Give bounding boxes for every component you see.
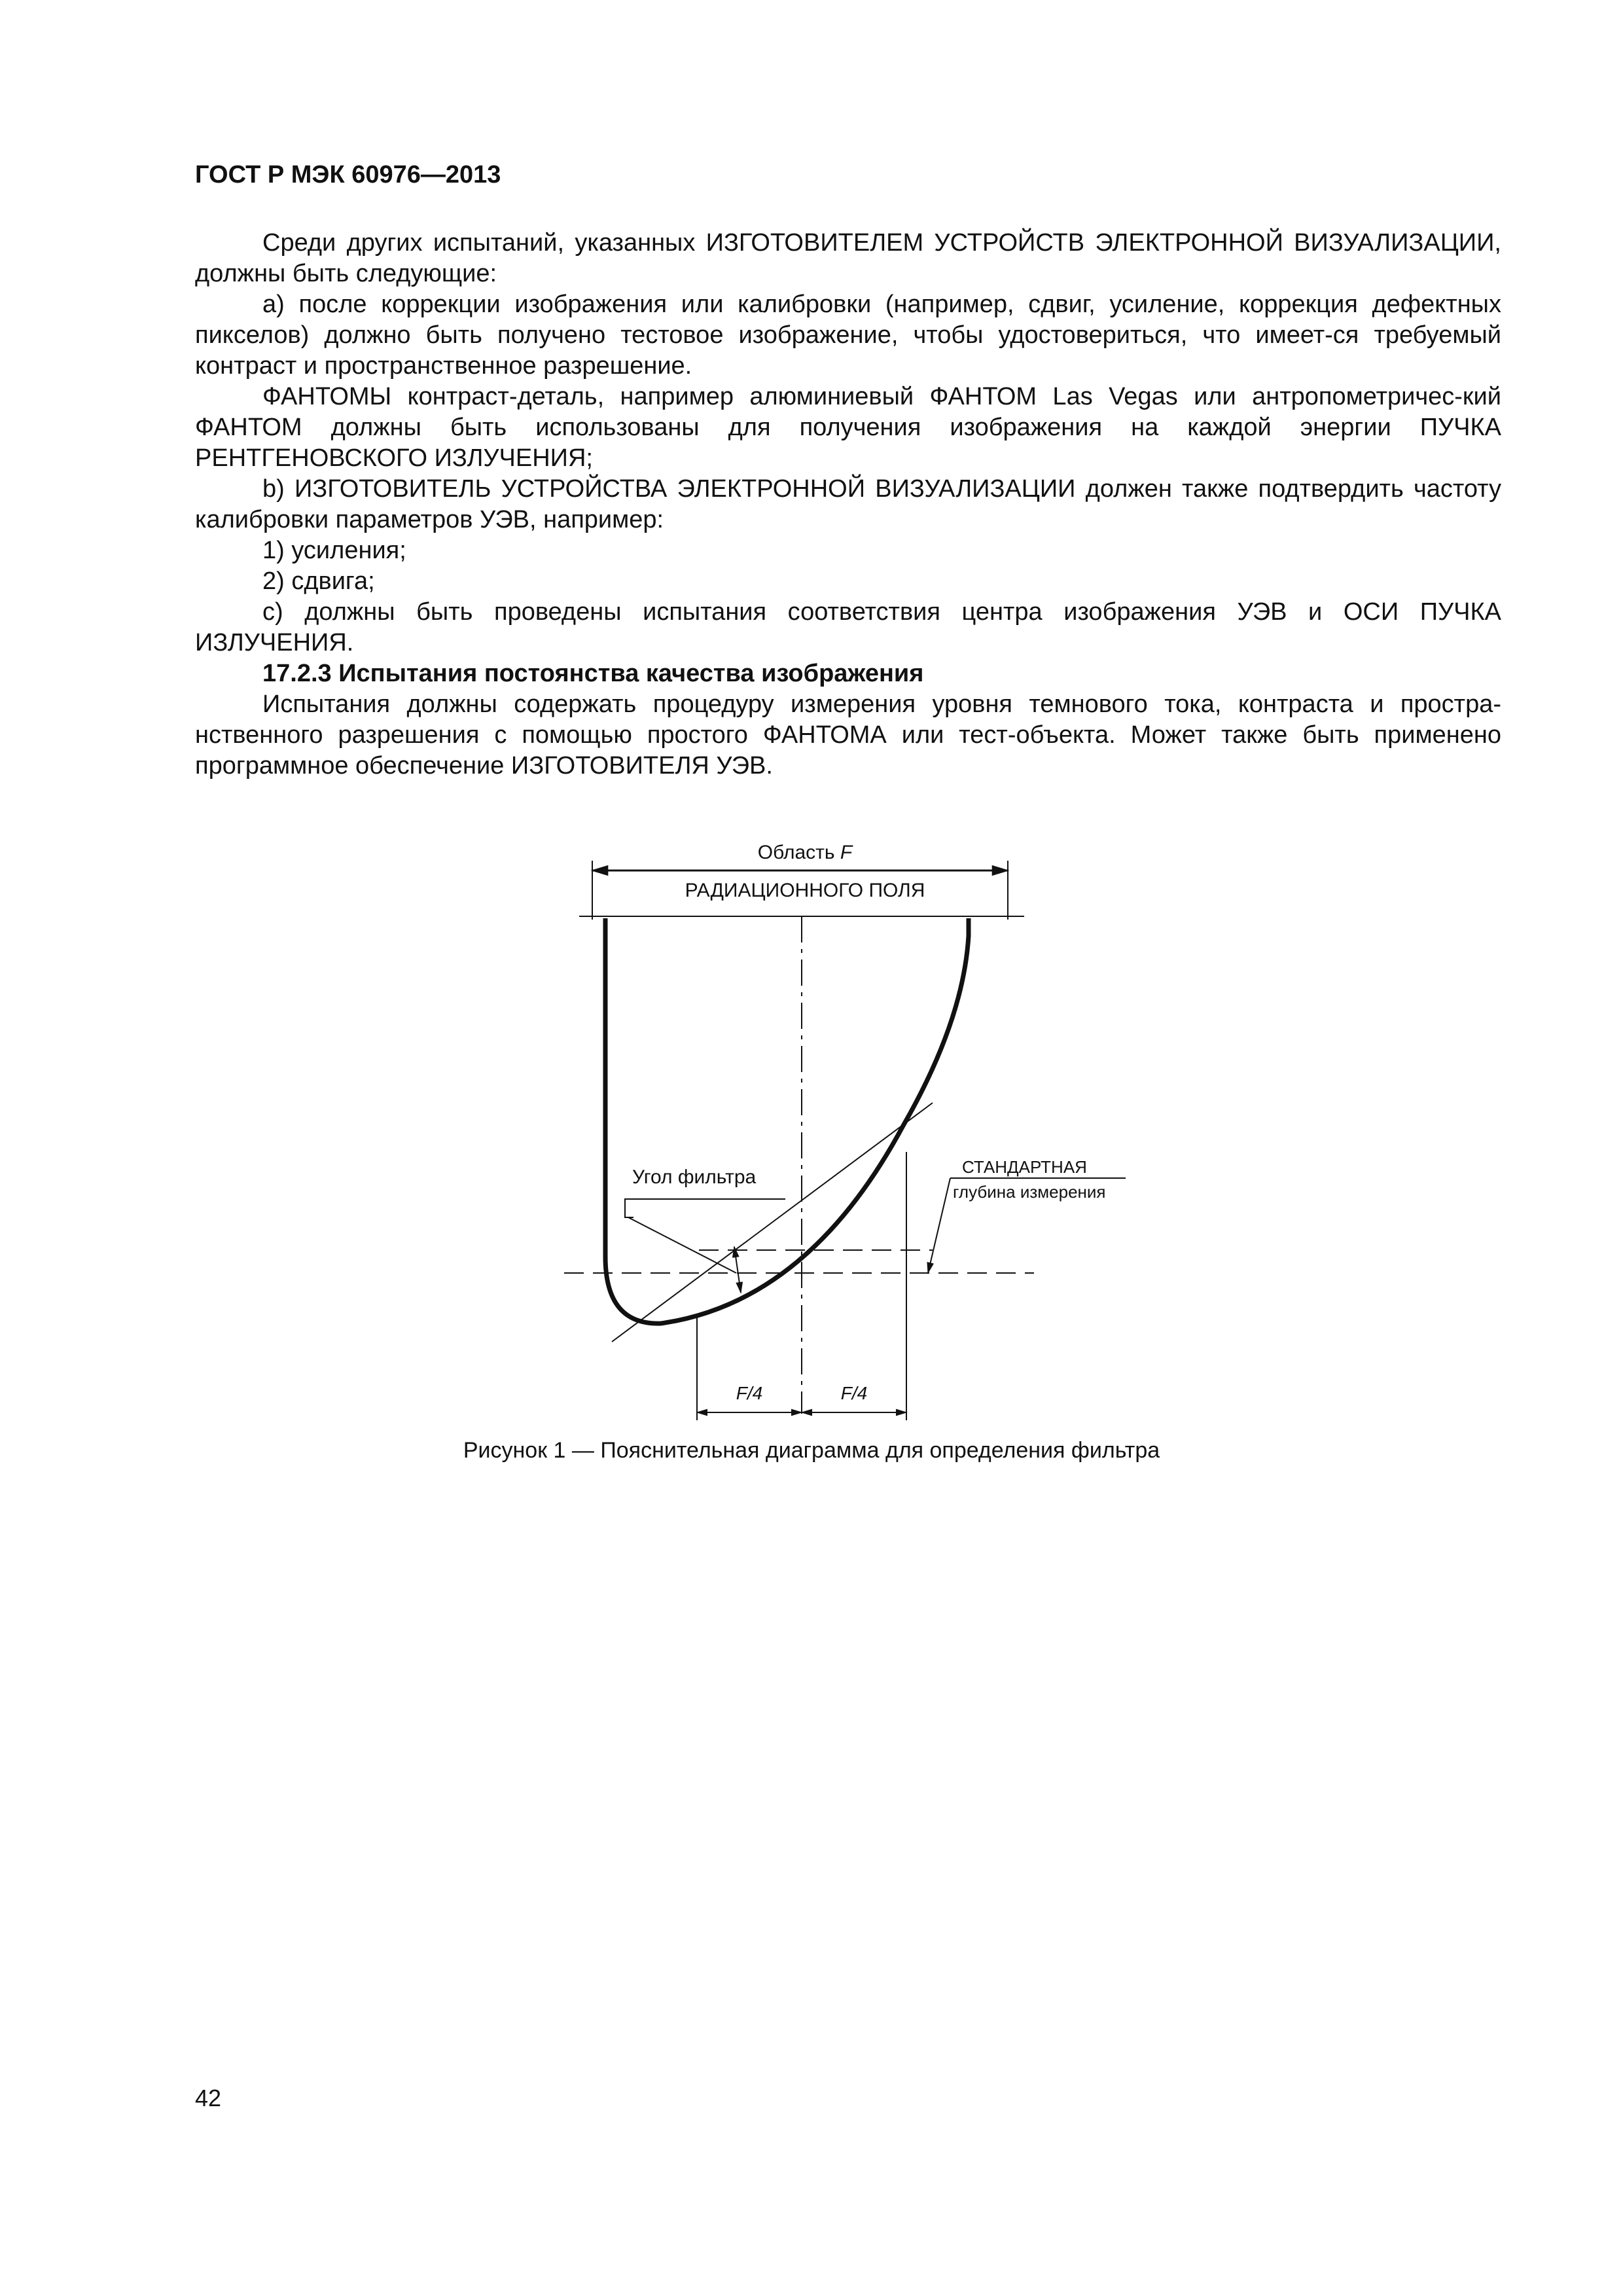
paragraph: ФАНТОМЫ контраст-деталь, например алюминиевый ФАНТОМ Las Vegas или антропометричес-кий ФАНТОМ должны быть использованы для получения изображения на каждой энергии ПУЧКА РЕНТГЕНОВСКОГО ИЗЛУЧЕНИЯ; bbox=[195, 383, 1501, 472]
figure-caption: Рисунок 1 — Пояснительная диаграмма для определения фильтра bbox=[463, 1438, 1160, 1463]
paragraph: Испытания должны содержать процедуру измерения уровня темнового тока, контраста и простра-нственного разрешения с помощью простого ФАНТОМА или тест-объекта. Может также быть применено программное обеспечение ИЗГОТОВИТЕЛЯ УЭВ. bbox=[195, 691, 1501, 780]
depth-label: глубина измерения bbox=[953, 1182, 1106, 1202]
standard-label: СТАНДАРТНАЯ bbox=[962, 1157, 1087, 1177]
filter-angle-leader bbox=[628, 1217, 736, 1273]
filter-diagram-svg bbox=[550, 844, 1139, 1433]
page-number: 42 bbox=[195, 2085, 222, 2111]
section-heading: 17.2.3 Испытания постоянства качества изображения bbox=[262, 660, 924, 687]
paragraph: Среди других испытаний, указанных ИЗГОТОВИТЕЛЕМ УСТРОЙСТВ ЭЛЕКТРОННОЙ ВИЗУАЛИЗАЦИИ, должны быть следующие: bbox=[195, 229, 1501, 287]
f4-left-label: F/4 bbox=[736, 1383, 763, 1403]
paragraph: b) ИЗГОТОВИТЕЛЬ УСТРОЙСТВА ЭЛЕКТРОННОЙ ВИЗУАЛИЗАЦИИ должен также подтвердить частоту калибровки параметров УЭВ, например: bbox=[195, 475, 1501, 533]
f4-right-label: F/4 bbox=[840, 1383, 868, 1403]
area-label: Область F bbox=[757, 844, 853, 863]
list-item: 1) усиления; bbox=[262, 537, 406, 564]
document-header: ГОСТ Р МЭК 60976—2013 bbox=[195, 161, 501, 188]
filter-angle-label: Угол фильтра bbox=[632, 1166, 757, 1188]
filter-angle-bracket bbox=[625, 1199, 785, 1217]
body-text bbox=[195, 228, 1501, 781]
standard-depth-leader bbox=[928, 1178, 950, 1273]
paragraph: а) после коррекции изображения или калибровки (например, сдвиг, усиление, коррекция дефектных пикселов) должно быть получено тестовое изображение, чтобы удостовериться, что имеет-ся требуемый контраст и пространственное разрешение. bbox=[195, 291, 1501, 380]
list-item: 2) сдвига; bbox=[262, 567, 375, 595]
paragraph: с) должны быть проведены испытания соответствия центра изображения УЭВ и ОСИ ПУЧКА ИЗЛУЧЕНИЯ. bbox=[195, 598, 1501, 656]
filter-angle-arrow bbox=[734, 1247, 741, 1293]
filter-profile-curve bbox=[605, 918, 969, 1323]
tangent-line bbox=[612, 1103, 933, 1342]
radiation-field-label: РАДИАЦИОННОГО ПОЛЯ bbox=[685, 880, 925, 901]
filter-diagram bbox=[550, 844, 1139, 1433]
